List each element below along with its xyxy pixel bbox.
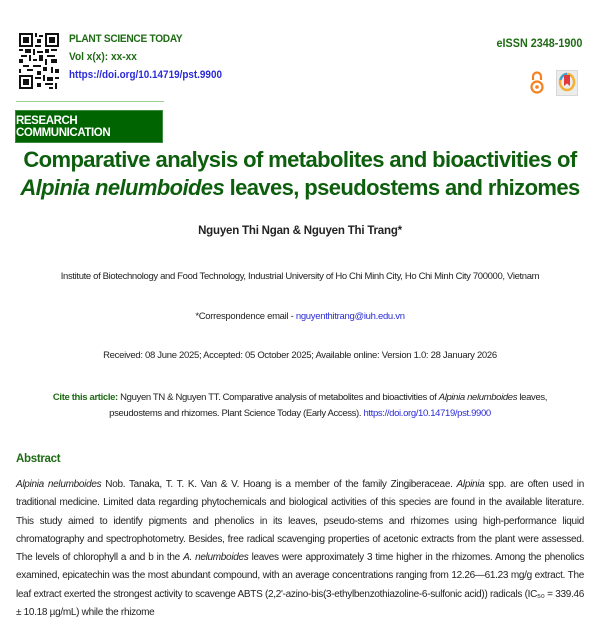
- section-tag: RESEARCH COMMUNICATION: [15, 110, 163, 143]
- citation-text-before: Nguyen TN & Nguyen TT. Comparative analysis of metabolites and bioactivities of: [117, 392, 439, 403]
- citation-doi-link[interactable]: https://doi.org/10.14719/pst.9900: [363, 408, 491, 419]
- publication-dates: Received: 08 June 2025; Accepted: 05 October 2025; Available online: Version 1.0: 28 January 2026: [103, 350, 497, 361]
- article-title: [0, 146, 600, 202]
- eissn: eISSN 2348-1900: [496, 36, 582, 50]
- title-species: Alpinia nelumboides: [20, 175, 225, 200]
- journal-volume: Vol x(x): xx-xx: [69, 51, 137, 63]
- authors: Nguyen Thi Ngan & Nguyen Thi Trang*: [198, 225, 402, 237]
- abstract-body: [16, 476, 584, 622]
- header-divider: [16, 101, 164, 102]
- crossmark-badge-icon[interactable]: [556, 70, 578, 96]
- affiliation: Institute of Biotechnology and Food Technology, Industrial University of Ho Chi Minh City, Ho Chi Minh City 700000, Vietnam: [60, 271, 540, 282]
- correspondence-label: *Correspondence email -: [195, 311, 296, 322]
- correspondence-email-link[interactable]: nguyenthitrang@iuh.edu.vn: [295, 311, 405, 322]
- abstract-heading: Abstract: [16, 453, 61, 465]
- abstract-genus: Alpinia: [456, 479, 485, 490]
- abstract-part-3: leaves were approximately 3 time higher in the rhizomes. Among the phenolics examined, epicatechin was the most abundant compound, with an average concentrations ranging from 12.26—61.23 mg/g extract. The leaf extract exerted the strongest activity to scavenge ABTS (2,2'-azino-bis(3-ethylbenzothiazoline-6-sulfonic acid)) radicals (IC₅₀ = 339.46 ± 10.18 µg/mL) while the rhizome: [16, 552, 585, 619]
- open-access-icon[interactable]: [530, 71, 544, 95]
- abstract-species-2: A. nelumboides: [183, 552, 249, 564]
- citation-block: [40, 390, 560, 422]
- correspondence: [0, 311, 600, 322]
- citation-label: Cite this article:: [52, 392, 118, 403]
- title-line-2: [0, 174, 600, 202]
- qr-code-icon: [19, 33, 59, 89]
- title-line-2-rest: leaves, pseudostems and rhizomes: [224, 175, 580, 200]
- abstract-part-2: spp. are often used in traditional medicine. Limited data regarding phytochemicals and biological activities of this species are found in the available literature. This study aimed to identify pigments and phenolics in its leaves, pseudo-stems and rhizomes using high-performance liquid chromatography and spectrophotometry. Besides, free radical scavenging properties of acetonic extracts from the plant were assessed. The levels of chlorophyll a and b in the: [16, 479, 584, 564]
- abstract-part-1: Nob. Tanaka, T. T. K. Van & V. Hoang is a member of the family Zingiberaceae.: [101, 479, 457, 490]
- abstract-species-1: Alpinia nelumboides: [16, 479, 102, 490]
- header-doi-link[interactable]: https://doi.org/10.14719/pst.9900: [69, 69, 222, 81]
- title-line-1: Comparative analysis of metabolites and bioactivities of: [23, 147, 577, 172]
- citation-text-after: leaves, pseudostems and rhizomes. Plant Science Today (Early Access).: [109, 392, 548, 419]
- journal-name: PLANT SCIENCE TODAY: [69, 33, 183, 45]
- citation-species: Alpinia nelumboides: [438, 392, 518, 403]
